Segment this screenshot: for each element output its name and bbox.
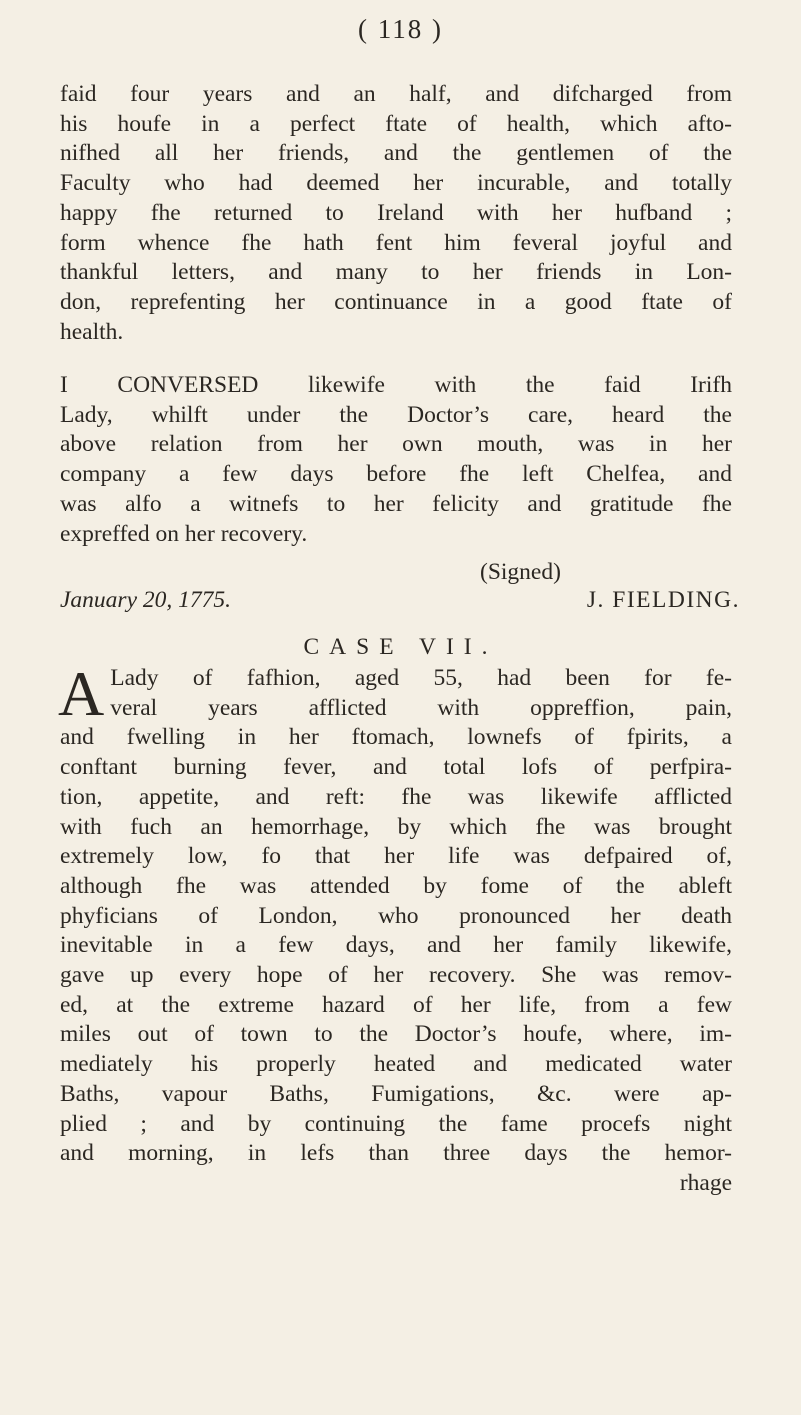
catchword: rhage [679,1169,732,1196]
text-line: health. [60,318,124,345]
text-line: gave up every hope of her recovery. She was remov- [60,962,732,989]
text-line: tion, appetite, and reft: fhe was likewife afflicted [60,783,732,810]
text-line: happy fhe returned to Ireland with her hufband ; [60,199,732,226]
text-line: although fhe was attended by fome of the ableft [60,872,732,899]
text-line: with fuch an hemorrhage, by which fhe was brought [60,813,732,840]
testimony-paragraph [60,371,732,549]
text-line: expreffed on her recovery. [60,520,308,547]
text-line: inevitable in a few days, and her family likewife, [60,932,732,959]
page-number: ( 118 ) [358,14,443,44]
text-line: mediately his properly heated and medicated water [60,1051,732,1078]
text-line: above relation from her own mouth, was in her [60,431,732,458]
signature-date: January 20, 1775. [60,587,232,613]
paragraph-continuation [60,80,732,347]
text-line: veral years afflicted with oppreffion, pain, [110,694,732,721]
text-line: conftant burning fever, and total lofs of perfpira- [60,754,732,781]
text-line: don, reprefenting her continuance in a good ftate of [60,288,732,315]
text-line: was alfo a witnefs to her felicity and gratitude fhe [60,490,732,517]
signed-label: (Signed) [480,559,561,585]
text-line: his houfe in a perfect ftate of health, which afto- [60,110,732,137]
text-line: thankful letters, and many to her friends in Lon- [60,259,732,286]
text-line: company a few days before fhe left Chelfea, and [60,461,732,488]
text-line: Baths, vapour Baths, Fumigations, &c. were ap- [60,1080,732,1107]
case-heading: CASE VII. [303,634,498,660]
text-line: form whence fhe hath fent him feveral joyful and [60,229,732,256]
signature-row [60,587,740,614]
text-line: Lady of fafhion, aged 55, had been for fe- [110,665,732,691]
text-line: phyficians of London, who pronounced her death [60,902,732,929]
drop-cap: A [58,658,105,729]
text-line: miles out of town to the Doctor’s houfe, where, im- [60,1021,732,1048]
text-line: nifhed all her friends, and the gentlemen of the [60,140,732,167]
text-line: extremely low, fo that her life was defpaired of, [60,843,732,870]
case-paragraph [58,658,732,1199]
text-line: I CONVERSED likewife with the faid Irifh [60,372,732,398]
text-line: Lady, whilft under the Doctor’s care, heard the [60,401,732,428]
text-line: plied ; and by continuing the fame procefs night [60,1110,732,1137]
signature-name: J. FIELDING. [586,587,740,613]
text-line: Faculty who had deemed her incurable, and totally [60,170,732,197]
text-line: faid four years and an half, and difcharged from [60,81,732,107]
text-line: and morning, in lefs than three days the hemor- [60,1140,732,1167]
text-line: and fwelling in her ftomach, lownefs of fpirits, a [60,724,732,751]
text-line: ed, at the extreme hazard of her life, from a few [60,991,732,1018]
